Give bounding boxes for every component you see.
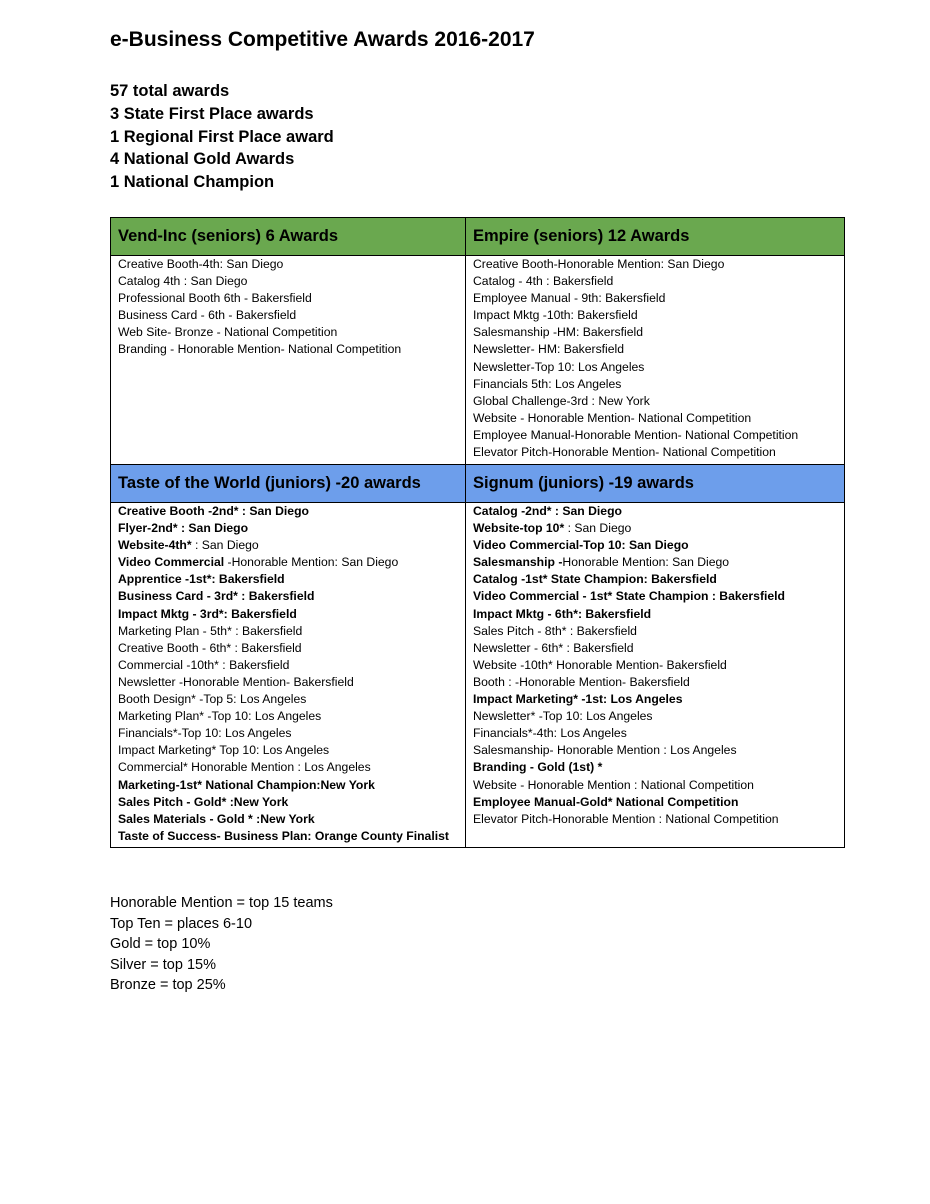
award-item	[473, 606, 837, 623]
award-item	[118, 811, 458, 828]
award-item	[473, 393, 837, 410]
award-item	[118, 725, 458, 742]
award-item	[118, 537, 458, 554]
award-item-text: : San Diego	[564, 521, 632, 536]
award-item	[118, 657, 458, 674]
award-item	[473, 777, 837, 794]
award-item-text: Business Card - 6th - Bakersfield	[118, 308, 297, 323]
award-item-text: Newsletter -Honorable Mention- Bakersfield	[118, 674, 354, 689]
award-item-bold-text: Apprentice -1st*: Bakersfield	[118, 572, 285, 587]
team-header-row	[111, 465, 845, 503]
award-item	[473, 725, 837, 742]
award-item-text: Commercial* Honorable Mention : Los Angeles	[118, 760, 371, 775]
award-item-text: Marketing Plan* -Top 10: Los Angeles	[118, 709, 322, 724]
award-item-bold-text: Website-4th*	[118, 538, 192, 553]
award-item	[118, 588, 458, 605]
award-item	[473, 273, 837, 290]
team-awards-row	[111, 503, 845, 848]
award-item	[118, 640, 458, 657]
award-item	[473, 256, 837, 273]
award-item	[473, 794, 837, 811]
award-item-text: Creative Booth-4th: San Diego	[118, 257, 284, 271]
team-header-row	[111, 218, 845, 256]
award-item-text: Newsletter-Top 10: Los Angeles	[473, 359, 645, 374]
award-item-bold-text: Impact Mktg - 6th*: Bakersfield	[473, 606, 652, 621]
award-item-bold-text: Business Card - 3rd* : Bakersfield	[118, 589, 315, 604]
award-item-text: Impact Marketing* Top 10: Los Angeles	[118, 743, 330, 758]
award-item-bold-text: Salesmanship -	[473, 555, 563, 570]
award-item	[473, 691, 837, 708]
award-item	[118, 273, 458, 290]
award-item-text: : San Diego	[191, 538, 259, 553]
award-item	[473, 427, 837, 444]
award-item	[118, 290, 458, 307]
award-item	[118, 341, 458, 358]
award-item-text: Creative Booth - 6th* : Bakersfield	[118, 640, 302, 655]
summary-line: 4 National Gold Awards	[110, 150, 295, 169]
award-item	[118, 708, 458, 725]
award-item-text: Catalog - 4th : Bakersfield	[473, 274, 614, 289]
award-item	[473, 640, 837, 657]
award-item-bold-text: Video Commercial - 1st* State Champion : Bakersfield	[473, 589, 786, 604]
award-item-text: Web Site- Bronze - National Competition	[118, 325, 338, 340]
award-item-text: Financials 5th: Los Angeles	[473, 376, 622, 391]
award-item	[473, 341, 837, 358]
award-item-text: Website - Honorable Mention- National Competition	[473, 410, 752, 425]
award-item-bold-text: Video Commercial-Top 10: San Diego	[473, 538, 689, 553]
award-item-text: Branding - Honorable Mention- National Competition	[118, 342, 402, 357]
award-item	[473, 742, 837, 759]
award-item	[118, 307, 458, 324]
award-item	[118, 742, 458, 759]
legend-line: Gold = top 10%	[110, 936, 211, 953]
team-header-empire: Empire (seniors) 12 Awards	[466, 218, 845, 256]
award-item	[473, 811, 837, 828]
legend-line: Silver = top 15%	[110, 956, 216, 973]
award-item-bold-text: Impact Marketing* -1st: Los Angeles	[473, 692, 683, 707]
award-item	[473, 571, 837, 588]
legend-line: Top Ten = places 6-10	[110, 915, 253, 932]
award-list-taste-of-the-world	[111, 503, 466, 848]
award-item-bold-text: Flyer-2nd* : San Diego	[118, 521, 249, 536]
award-item-text: Honorable Mention: San Diego	[562, 555, 730, 570]
award-item	[473, 588, 837, 605]
team-awards-row	[111, 256, 845, 465]
award-item-text: Booth Design* -Top 5: Los Angeles	[118, 692, 307, 707]
award-item	[118, 828, 458, 845]
award-item-text: Newsletter - 6th* : Bakersfield	[473, 640, 634, 655]
award-item-bold-text: Employee Manual-Gold* National Competition	[473, 794, 739, 809]
award-item	[473, 623, 837, 640]
award-item-text: Newsletter* -Top 10: Los Angeles	[473, 709, 653, 724]
award-item	[473, 324, 837, 341]
award-item	[473, 359, 837, 376]
award-item	[118, 324, 458, 341]
award-item-text: Salesmanship- Honorable Mention : Los Angeles	[473, 743, 737, 758]
award-item-text: Marketing Plan - 5th* : Bakersfield	[118, 623, 303, 638]
award-item-text: Global Challenge-3rd : New York	[473, 393, 650, 408]
award-item-bold-text: Branding - Gold (1st) *	[473, 760, 603, 775]
award-item	[473, 759, 837, 776]
awards-table	[110, 217, 845, 848]
award-item-text: Salesmanship -HM: Bakersfield	[473, 325, 644, 340]
award-item	[118, 554, 458, 571]
award-list-vend-inc	[111, 256, 466, 465]
award-item-text: Elevator Pitch-Honorable Mention- National Competition	[473, 445, 776, 460]
award-item-text: Employee Manual-Honorable Mention- National Competition	[473, 427, 799, 442]
award-item	[473, 674, 837, 691]
award-item	[118, 520, 458, 537]
award-item-text: Catalog 4th : San Diego	[118, 274, 248, 289]
award-item-bold-text: Sales Pitch - Gold* :New York	[118, 794, 289, 809]
award-item-bold-text: Taste of Success- Business Plan: Orange County Finalist	[118, 828, 449, 843]
award-item	[118, 759, 458, 776]
team-header-taste-of-the-world: Taste of the World (juniors) -20 awards	[111, 465, 466, 503]
awards-summary	[110, 80, 334, 194]
award-item-text: Impact Mktg -10th: Bakersfield	[473, 308, 638, 323]
award-item-text: -Honorable Mention: San Diego	[224, 555, 399, 570]
award-item	[473, 290, 837, 307]
award-item	[118, 674, 458, 691]
summary-line: 1 National Champion	[110, 173, 275, 192]
award-item-text: Sales Pitch - 8th* : Bakersfield	[473, 623, 637, 638]
summary-line: 3 State First Place awards	[110, 104, 314, 123]
page-title: e-Business Competitive Awards 2016-2017	[110, 28, 535, 51]
award-item	[118, 571, 458, 588]
summary-line: 1 Regional First Place award	[110, 127, 334, 146]
legend-line: Bronze = top 25%	[110, 977, 226, 994]
award-item-bold-text: Creative Booth -2nd* : San Diego	[118, 504, 309, 518]
award-item	[118, 503, 458, 520]
award-list-signum	[466, 503, 845, 848]
award-item-bold-text: Video Commercial	[118, 555, 225, 570]
award-item-text: Newsletter- HM: Bakersfield	[473, 342, 625, 357]
award-item-text: Commercial -10th* : Bakersfield	[118, 657, 290, 672]
award-item-text: Professional Booth 6th - Bakersfield	[118, 291, 312, 306]
award-item-bold-text: Sales Materials - Gold * :New York	[118, 811, 315, 826]
award-item	[473, 307, 837, 324]
legend-line: Honorable Mention = top 15 teams	[110, 895, 333, 911]
award-item	[118, 794, 458, 811]
award-item	[473, 657, 837, 674]
award-item-bold-text: Marketing-1st* National Champion:New York	[118, 777, 375, 792]
award-item-text: Financials*-4th: Los Angeles	[473, 726, 627, 741]
award-list-empire	[466, 256, 845, 465]
award-item	[473, 537, 837, 554]
award-item	[473, 376, 837, 393]
award-item-bold-text: Catalog -2nd* : San Diego	[473, 504, 622, 518]
award-item	[473, 410, 837, 427]
award-item-text: Website - Honorable Mention : National Competition	[473, 777, 754, 792]
summary-line: 57 total awards	[110, 82, 230, 100]
award-item-text: Website -10th* Honorable Mention- Bakersfield	[473, 657, 727, 672]
award-item	[473, 503, 837, 520]
award-item-bold-text: Impact Mktg - 3rd*: Bakersfield	[118, 606, 297, 621]
award-item-bold-text: Website-top 10*	[473, 521, 565, 536]
award-item	[118, 256, 458, 273]
award-item	[118, 606, 458, 623]
team-header-signum: Signum (juniors) -19 awards	[466, 465, 845, 503]
award-item-text: Elevator Pitch-Honorable Mention : National Competition	[473, 811, 779, 826]
award-item-text: Financials*-Top 10: Los Angeles	[118, 726, 292, 741]
award-item	[473, 444, 837, 461]
award-item	[473, 520, 837, 537]
award-item-text: Booth : -Honorable Mention- Bakersfield	[473, 674, 690, 689]
award-item-bold-text: Catalog -1st* State Champion: Bakersfield	[473, 572, 717, 587]
award-item	[473, 708, 837, 725]
award-item	[118, 623, 458, 640]
award-item	[473, 554, 837, 571]
team-header-vend-inc: Vend-Inc (seniors) 6 Awards	[111, 218, 466, 256]
award-item	[118, 777, 458, 794]
award-item	[118, 691, 458, 708]
award-item-text: Creative Booth-Honorable Mention: San Diego	[473, 257, 725, 271]
award-item-text: Employee Manual - 9th: Bakersfield	[473, 291, 666, 306]
legend	[110, 893, 333, 996]
